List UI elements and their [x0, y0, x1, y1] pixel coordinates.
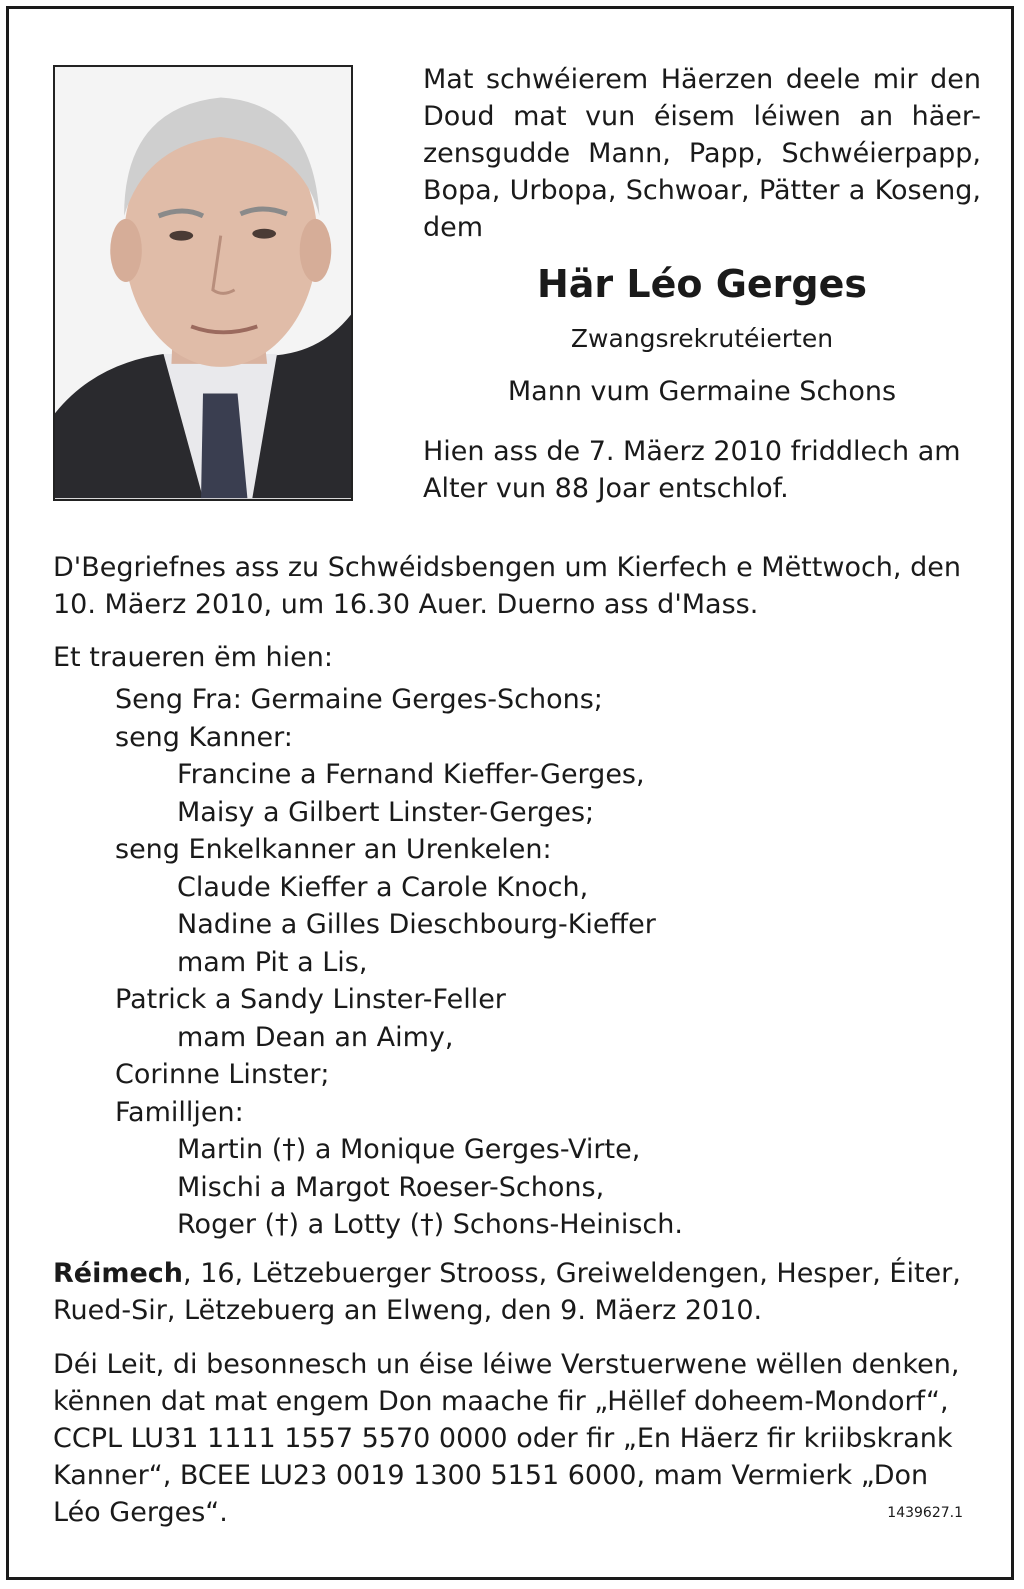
passing-statement: Hien ass de 7. Mäerz 2010 friddlech am Alter vun 88 Joar entschlof.	[423, 436, 961, 504]
deceased-rank: Zwangsrekrutéierten	[570, 324, 834, 353]
mourner-line: Corinne Linster;	[115, 1059, 330, 1090]
spouse-line: Mann vum Germaine Schons	[507, 376, 897, 407]
mourner-line: Nadine a Gilles Dieschbourg-Kieffer	[177, 909, 656, 940]
mourner-line: Roger (†) a Lotty (†) Schons-Heinisch.	[177, 1209, 683, 1240]
donation-request: Déi Leit, di besonnesch un éise léiwe Verstuerwene wëllen denken, kënnen dat mat engem Don maache fir „Hëllef doheem-Mondorf“, CCPL LU31 1111 1557 5570 0000 oder fir „En Häerz fir kriibskrank Kanner“, BCEE LU23 0019 1300 5151 6000, mam Vermierk „Don Léo Gerges“.	[53, 1349, 960, 1528]
residence-address: , 16, Lëtzebuerger Strooss, Greiweldengen, Hesper, Éiter, Rued-Sir, Lëtzebuerg an Elweng, den 9. Mäerz 2010.	[53, 1258, 961, 1326]
obituary-notice	[6, 6, 1014, 1580]
mourner-line: seng Kanner:	[115, 721, 293, 753]
mourner-line: mam Pit a Lis,	[177, 946, 368, 978]
residence-label: Réimech	[53, 1258, 184, 1289]
funeral-details: D'Begriefnes ass zu Schwéidsbengen um Kierfech e Mëttwoch, den 10. Mäerz 2010, um 16.30 Auer. Duerno ass d'Mass.	[53, 552, 961, 620]
mourners-heading: Et traueren ëm hien:	[53, 642, 333, 673]
reference-number: 1439627.1	[887, 1505, 963, 1521]
residence-block	[53, 1255, 981, 1329]
mourner-line: Francine a Fernand Kieffer-Gerges,	[177, 759, 645, 790]
mourner-line: seng Enkelkanner an Urenkelen:	[115, 834, 552, 865]
mourner-line: Martin (†) a Monique Gerges-Virte,	[177, 1134, 641, 1165]
mourner-line: Mischi a Margot Roeser-Schons,	[177, 1171, 605, 1203]
deceased-name: Här Léo Gerges	[536, 262, 868, 306]
mourner-line: Maisy a Gilbert Linster-Gerges;	[177, 796, 595, 828]
mourner-line: Seng Fra: Germaine Gerges-Schons;	[115, 684, 603, 715]
mourner-line: Patrick a Sandy Linster-Feller	[115, 984, 506, 1015]
mourner-line: Claude Kieffer a Carole Knoch,	[177, 871, 589, 903]
mourner-line: Familljen:	[115, 1096, 244, 1128]
portrait-illustration	[55, 67, 351, 499]
mourners-list	[53, 681, 981, 1244]
intro-text: Mat schwéierem Häerzen deele mir den Doud mat vun éisem léiwen an häer-zensgudde Mann, Papp, Schwéierpapp, Bopa, Urbopa, Schwoar, Pätter a Koseng, dem	[423, 64, 981, 243]
portrait-photo	[53, 65, 353, 501]
mourner-line: mam Dean an Aimy,	[177, 1021, 454, 1053]
